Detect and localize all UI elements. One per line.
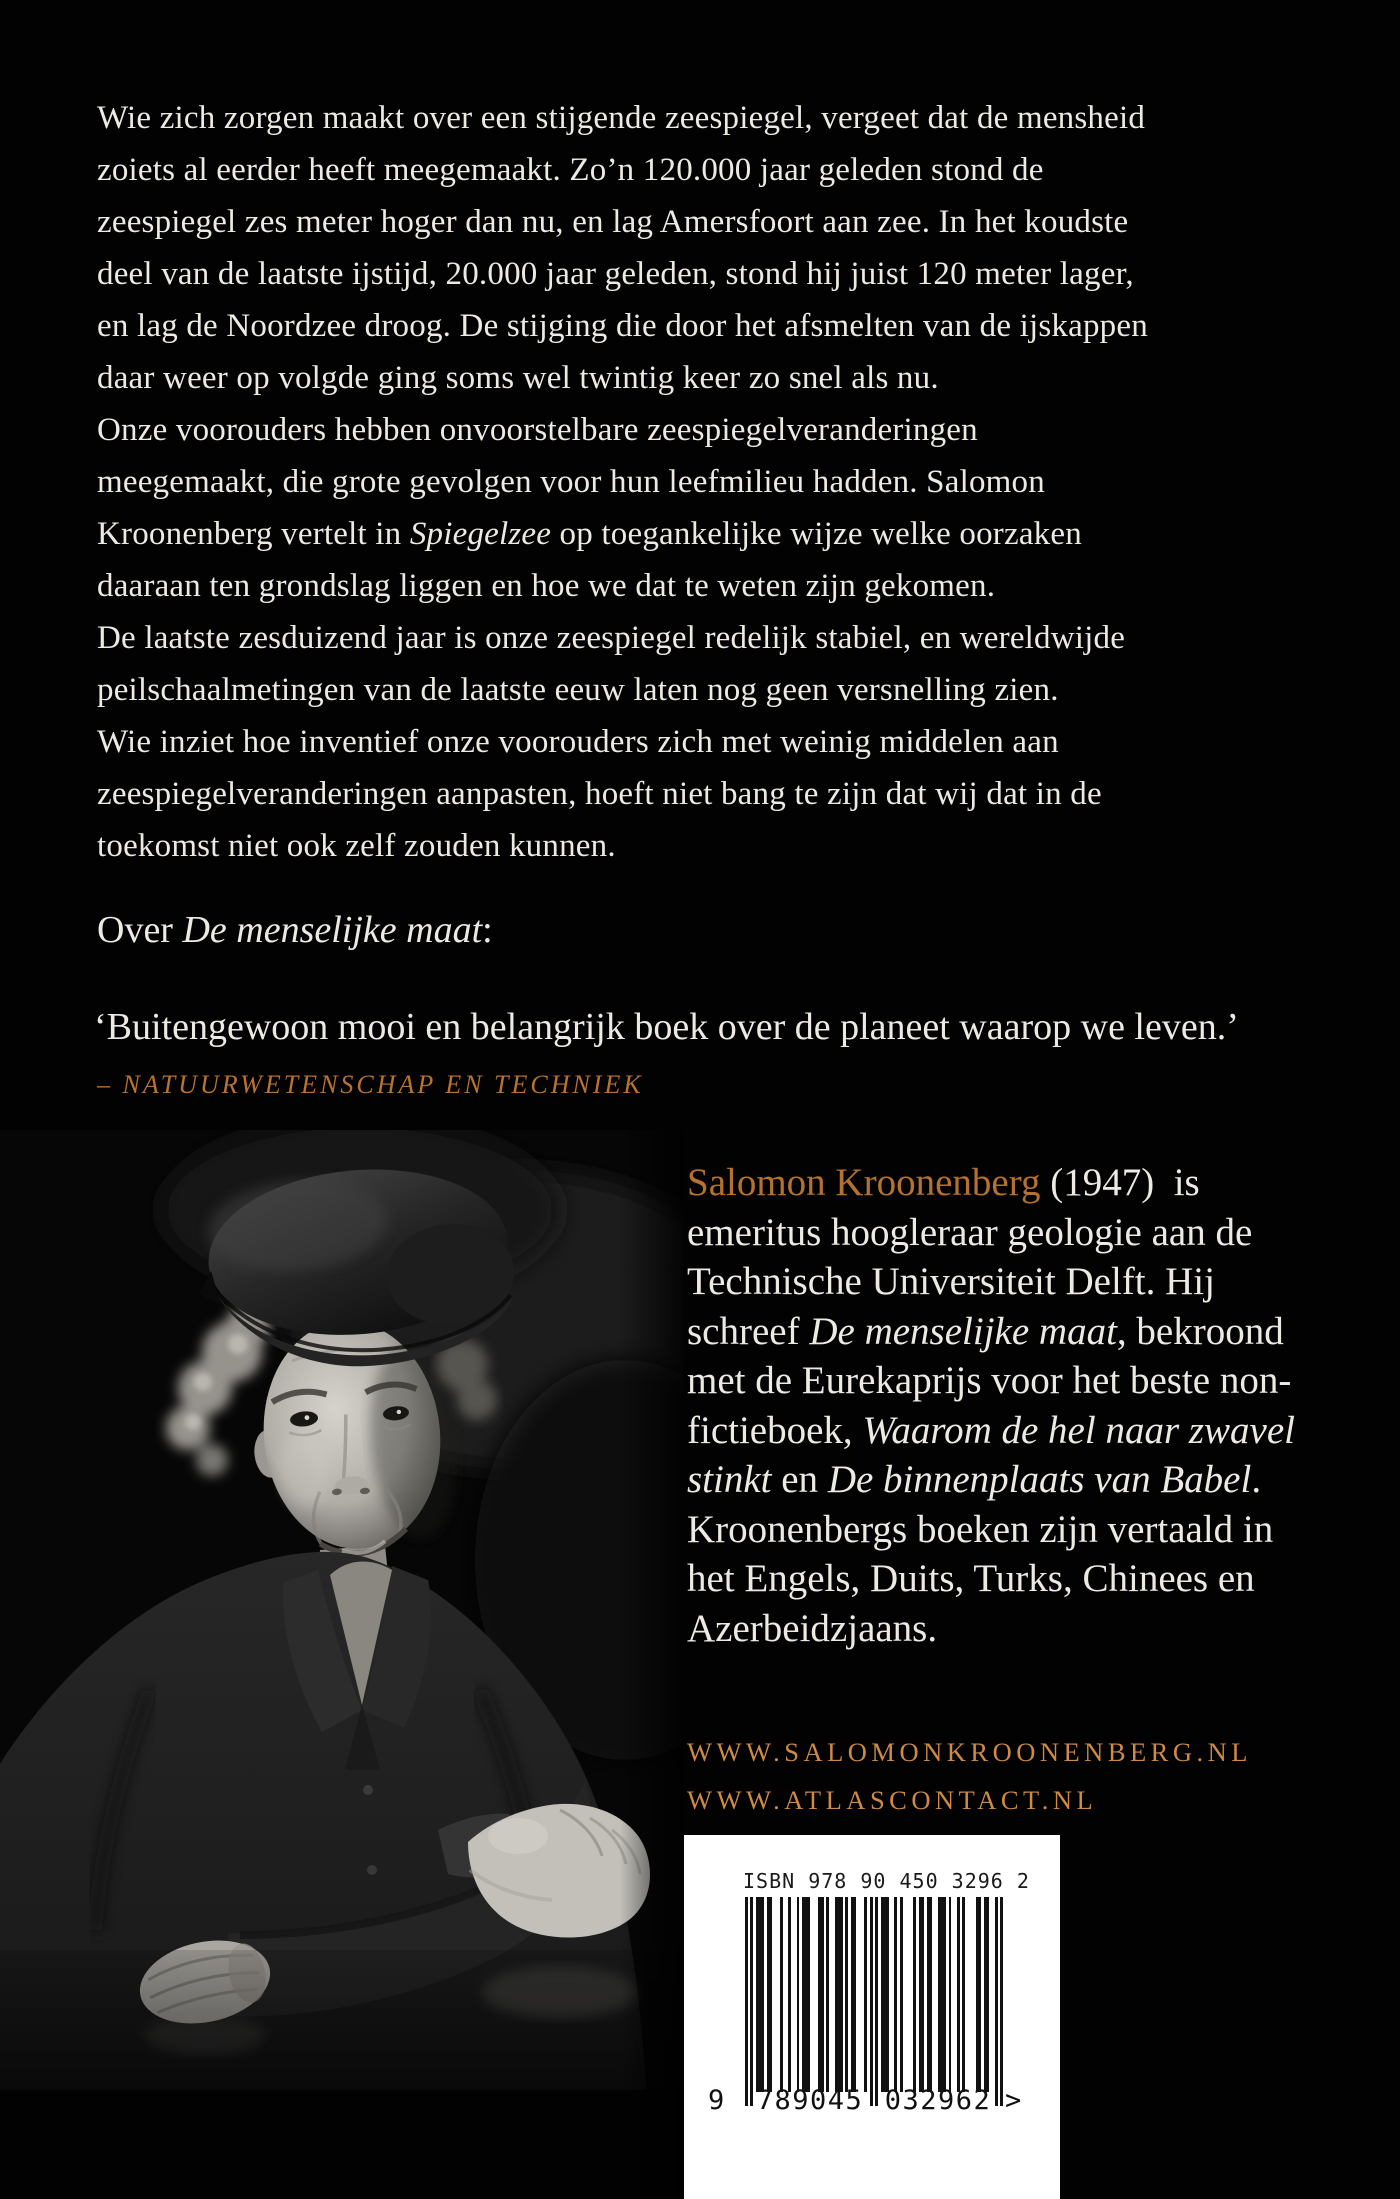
website-links xyxy=(687,1729,1252,1824)
blurb-text xyxy=(97,92,1148,872)
barcode-digit-group2: 032962 xyxy=(884,2085,992,2116)
review-heading: Over De menselijke maat: xyxy=(97,909,493,951)
author-name-line xyxy=(687,1158,1387,1208)
barcode-bar xyxy=(745,1897,748,2106)
publisher-website: WWW.ATLASCONTACT.NL xyxy=(687,1784,1098,1815)
barcode-bar xyxy=(875,1897,878,2106)
barcode-bars xyxy=(745,1897,1003,2106)
barcode-bar xyxy=(919,1897,924,2092)
barcode-bar xyxy=(845,1897,848,2092)
barcode-bar xyxy=(957,1897,960,2092)
isbn-barcode xyxy=(684,1835,1060,2199)
text-line: Kroonenbergs boeken zijn vertaald in xyxy=(687,1507,1274,1551)
barcode-digits xyxy=(684,2085,1060,2121)
text-line: deel van de laatste ijstijd, 20.000 jaar geleden, stond hij juist 120 meter lager, xyxy=(97,256,1134,292)
text-line: fictieboek, Waarom de hel naar zwavel xyxy=(687,1408,1296,1452)
text-line: daar weer op volgde ging soms wel twintig keer zo snel als nu. xyxy=(97,360,939,396)
text-line: stinkt en De binnenplaats van Babel. xyxy=(687,1458,1262,1501)
text-line: zeespiegel zes meter hoger dan nu, en lag Amersfoort aan zee. In het koudste xyxy=(97,204,1129,240)
barcode-bar xyxy=(802,1897,810,2092)
text-line: emeritus hoogleraar geologie aan de xyxy=(687,1210,1253,1254)
text-line: Kroonenberg vertelt in Spiegelzee op toegankelijke wijze welke oorzaken xyxy=(97,516,1082,552)
barcode-bar xyxy=(894,1897,897,2092)
text-line: toekomst niet ook zelf zouden kunnen. xyxy=(97,828,616,864)
isbn-label: ISBN 978 90 450 3296 2 xyxy=(743,1869,1030,1893)
text-line: Wie inziet hoe inventief onze voorouders zich met weinig middelen aan xyxy=(97,724,1059,760)
review-source: – NATUURWETENSCHAP EN TECHNIEK xyxy=(97,1070,644,1099)
author-name: Salomon Kroonenberg xyxy=(687,1161,1041,1204)
barcode-bar xyxy=(826,1897,829,2092)
text-line: met de Eurekaprijs voor het beste non- xyxy=(687,1359,1292,1402)
barcode-bar xyxy=(851,1897,856,2092)
barcode-bar xyxy=(976,1897,981,2092)
text-line: daaraan ten grondslag liggen en hoe we dat te weten zijn gekomen. xyxy=(97,568,996,604)
barcode-bar xyxy=(797,1897,800,2092)
barcode-chevron-icon: > xyxy=(1005,2085,1022,2116)
barcode-bar xyxy=(780,1897,783,2092)
barcode-bar xyxy=(995,1897,998,2106)
author-bio xyxy=(687,1158,1387,1653)
text-line: zeespiegelveranderingen aanpasten, hoeft niet bang te zijn dat wij dat in de xyxy=(97,776,1102,812)
text-line: Wie zich zorgen maakt over een stijgende zeespiegel, vergeet dat de mensheid xyxy=(97,100,1146,136)
barcode-bar xyxy=(984,1897,989,2092)
barcode-bar xyxy=(864,1897,867,2092)
text-line: De laatste zesduizend jaar is onze zeespiegel redelijk stabiel, en wereldwijde xyxy=(97,620,1126,656)
text-line: Technische Universiteit Delft. Hij xyxy=(687,1260,1215,1303)
text-line: meegemaakt, die grote gevolgen voor hun leefmilieu hadden. Salomon xyxy=(97,464,1045,500)
text-line: peilschaalmetingen van de laatste eeuw laten nog geen versnelling zien. xyxy=(97,672,1059,708)
text-line: het Engels, Duits, Turks, Chinees en xyxy=(687,1557,1255,1600)
barcode-bar xyxy=(1000,1897,1003,2106)
barcode-bar xyxy=(881,1897,889,2092)
barcode-bar xyxy=(756,1897,764,2092)
barcode-bar xyxy=(938,1897,946,2092)
barcode-bar xyxy=(870,1897,873,2106)
text-line: Onze voorouders hebben onvoorstelbare zeespiegelveranderingen xyxy=(97,412,978,448)
author-website: WWW.SALOMONKROONENBERG.NL xyxy=(687,1737,1252,1767)
barcode-bar xyxy=(835,1897,843,2092)
barcode-bar xyxy=(949,1897,952,2092)
text-line: schreef De menselijke maat, bekroond xyxy=(687,1309,1284,1353)
barcode-bar xyxy=(818,1897,823,2092)
author-birth-year: (1947) is xyxy=(1040,1161,1200,1204)
barcode-digit-lead: 9 xyxy=(708,2085,725,2116)
barcode-bar xyxy=(962,1897,965,2092)
barcode-bar xyxy=(900,1897,903,2092)
barcode-digit-group1: 789045 xyxy=(756,2085,864,2116)
barcode-bar xyxy=(913,1897,916,2092)
text-line: zoiets al eerder heeft meegemaakt. Zo’n 120.000 jaar geleden stond de xyxy=(97,152,1044,188)
barcode-bar xyxy=(788,1897,791,2092)
review-quote: ‘Buitengewoon mooi en belangrijk boek over de planeet waarop we leven.’ xyxy=(94,1006,1239,1048)
barcode-bar xyxy=(927,1897,932,2092)
author-portrait-photo xyxy=(0,1130,684,2199)
text-line: Azerbeidzjaans. xyxy=(687,1606,938,1650)
text-line: en lag de Noordzee droog. De stijging die door het afsmelten van de ijskappen xyxy=(97,308,1148,344)
barcode-bar xyxy=(767,1897,772,2092)
author-bio-lines xyxy=(687,1208,1387,1654)
barcode-bar xyxy=(750,1897,753,2106)
